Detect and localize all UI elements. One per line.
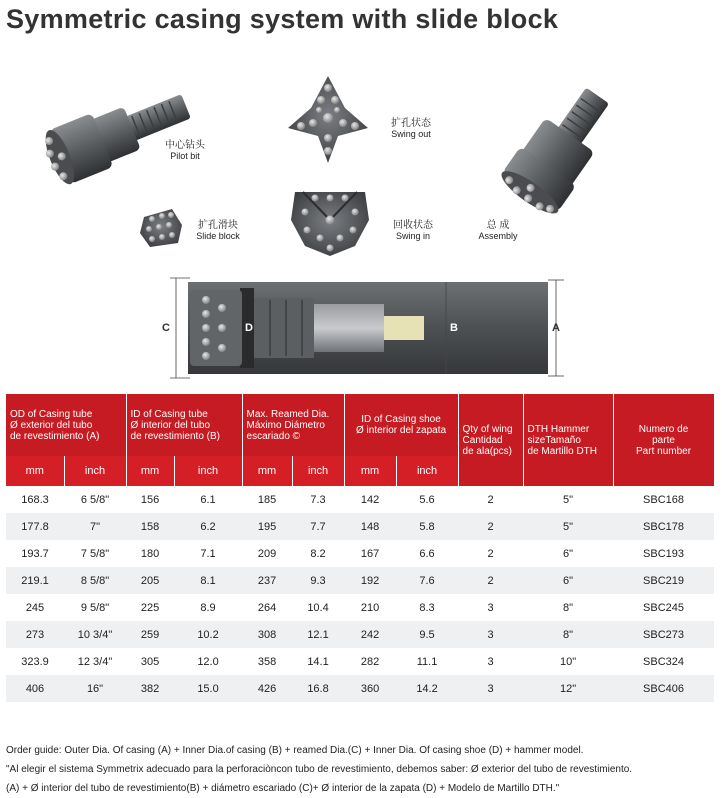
table-cell: 7 5/8" [64,540,126,567]
unit-inch: inch [292,456,344,486]
table-cell: 16" [64,675,126,702]
header-id-casing: ID of Casing tube Ø interior del tubo de revestimiento (B) [126,394,242,456]
table-cell: SBC406 [613,675,714,702]
page-title: Symmetric casing system with slide block [6,4,559,34]
unit-mm: mm [242,456,292,486]
table-row [6,486,714,513]
table-cell: 185 [242,486,292,513]
table-cell: 10" [523,648,613,675]
assembly-caption: 总 成 Assembly [478,220,518,241]
table-cell: SBC245 [613,594,714,621]
table-cell: 158 [126,513,174,540]
table-cell: 219.1 [6,567,64,594]
table-cell: 8 5/8" [64,567,126,594]
table-cell: 8.9 [174,594,242,621]
table-cell: 8.2 [292,540,344,567]
table-cell: SBC193 [613,540,714,567]
table-cell: 7" [64,513,126,540]
table-row [6,621,714,648]
table-cell: 3 [458,675,523,702]
table-cell: 259 [126,621,174,648]
table-cell: 264 [242,594,292,621]
table-cell: 3 [458,621,523,648]
header-wing-qty: Qty of wing Cantidad de ala(pcs) [458,394,523,486]
header-part-number: Numero de parte Part number [613,394,714,486]
table-cell: 195 [242,513,292,540]
table-cell: 180 [126,540,174,567]
unit-inch: inch [396,456,458,486]
table-cell: 12 3/4" [64,648,126,675]
table-cell: 7.6 [396,567,458,594]
table-cell: 358 [242,648,292,675]
table-cell: 156 [126,486,174,513]
table-cell: 308 [242,621,292,648]
header-hammer-size: DTH Hammer sizeTamaño de Martillo DTH [523,394,613,486]
table-cell: 5" [523,513,613,540]
unit-inch: inch [64,456,126,486]
table-row [6,540,714,567]
table-cell: 205 [126,567,174,594]
table-cell: 426 [242,675,292,702]
table-cell: 148 [344,513,396,540]
unit-mm: mm [344,456,396,486]
spec-table [6,394,715,702]
note-line: Order guide: Outer Dia. Of casing (A) + Inner Dia.of casing (B) + reamed Dia.(C) + Inner Dia. Of casing shoe (D) + hammer model. [6,745,584,756]
table-row [6,567,714,594]
header-reamed-dia: Max. Reamed Dia. Máximo Diámetro escariado © [242,394,344,456]
table-cell: 382 [126,675,174,702]
table-cell: 11.1 [396,648,458,675]
unit-mm: mm [126,456,174,486]
table-cell: 168.3 [6,486,64,513]
order-guide-notes [6,741,632,798]
pilot-bit-image [40,80,200,190]
table-cell: 167 [344,540,396,567]
table-cell: 192 [344,567,396,594]
cross-section-drawing [150,268,570,388]
table-cell: 8.1 [174,567,242,594]
table-cell: 5" [523,486,613,513]
table-cell: 323.9 [6,648,64,675]
table-cell: 14.1 [292,648,344,675]
table-row [6,513,714,540]
pilot-bit-caption: 中心钻头 Pilot bit [165,140,205,161]
table-cell: 142 [344,486,396,513]
table-row [6,594,714,621]
table-cell: 242 [344,621,396,648]
table-cell: 9 5/8" [64,594,126,621]
table-cell: 12" [523,675,613,702]
table-cell: 6.2 [174,513,242,540]
swing-in-caption: 回收状态 Swing in [393,220,433,241]
table-cell: 9.3 [292,567,344,594]
table-cell: 5.8 [396,513,458,540]
table-cell: 273 [6,621,64,648]
table-cell: 10.2 [174,621,242,648]
assembly-image [495,80,630,220]
table-cell: 3 [458,594,523,621]
table-cell: 6" [523,567,613,594]
table-cell: 2 [458,513,523,540]
table-cell: 15.0 [174,675,242,702]
table-cell: 2 [458,540,523,567]
table-cell: 3 [458,648,523,675]
slide-block-caption: 扩孔滑块 Slide block [196,220,240,241]
table-cell: 2 [458,567,523,594]
table-cell: SBC219 [613,567,714,594]
table-cell: 193.7 [6,540,64,567]
swing-out-caption: 扩孔状态 Swing out [391,118,431,139]
spec-table-body [6,486,714,702]
table-cell: 360 [344,675,396,702]
table-cell: SBC168 [613,486,714,513]
table-cell: 245 [6,594,64,621]
table-cell: 282 [344,648,396,675]
table-cell: 8" [523,621,613,648]
swing-in-image [285,180,375,260]
table-cell: 16.8 [292,675,344,702]
table-row [6,675,714,702]
table-cell: 12.1 [292,621,344,648]
table-cell: 209 [242,540,292,567]
note-line: "Al elegir el sistema Symmetrix adecuado para la perforaciòncon tubo de revestimiento, debemos saber: Ø exterior del tubo de revestimiento. [6,764,633,775]
table-cell: SBC178 [613,513,714,540]
table-cell: 6.1 [174,486,242,513]
table-cell: 8" [523,594,613,621]
table-cell: 6.6 [396,540,458,567]
table-cell: 7.1 [174,540,242,567]
unit-inch: inch [174,456,242,486]
table-cell: 6 5/8" [64,486,126,513]
table-cell: 7.7 [292,513,344,540]
table-cell: 2 [458,486,523,513]
table-cell: 210 [344,594,396,621]
table-cell: 406 [6,675,64,702]
dim-d-label: D [245,322,253,334]
table-cell: SBC273 [613,621,714,648]
table-row [6,648,714,675]
table-cell: 9.5 [396,621,458,648]
table-cell: 237 [242,567,292,594]
table-cell: 8.3 [396,594,458,621]
table-cell: 10 3/4" [64,621,126,648]
table-cell: SBC324 [613,648,714,675]
swing-out-image [283,68,373,168]
table-cell: 177.8 [6,513,64,540]
table-cell: 14.2 [396,675,458,702]
header-id-shoe: ID of Casing shoe Ø interior del zapata [344,394,458,456]
dim-c-label: C [162,322,170,334]
table-cell: 12.0 [174,648,242,675]
table-cell: 7.3 [292,486,344,513]
unit-mm: mm [6,456,64,486]
dim-b-label: B [450,322,458,334]
table-cell: 5.6 [396,486,458,513]
header-od-casing: OD of Casing tube Ø exterior del tubo de revestimiento (A) [6,394,126,456]
slide-block-image [138,205,186,249]
note-line: (A) + Ø interior del tubo de revestimiento(B) + diámetro escariado (C)+ Ø interior de la zapata (D) + Modelo de Martillo DTH." [6,783,560,794]
table-cell: 305 [126,648,174,675]
table-cell: 225 [126,594,174,621]
table-cell: 10.4 [292,594,344,621]
table-cell: 6" [523,540,613,567]
dim-a-label: A [552,322,560,334]
